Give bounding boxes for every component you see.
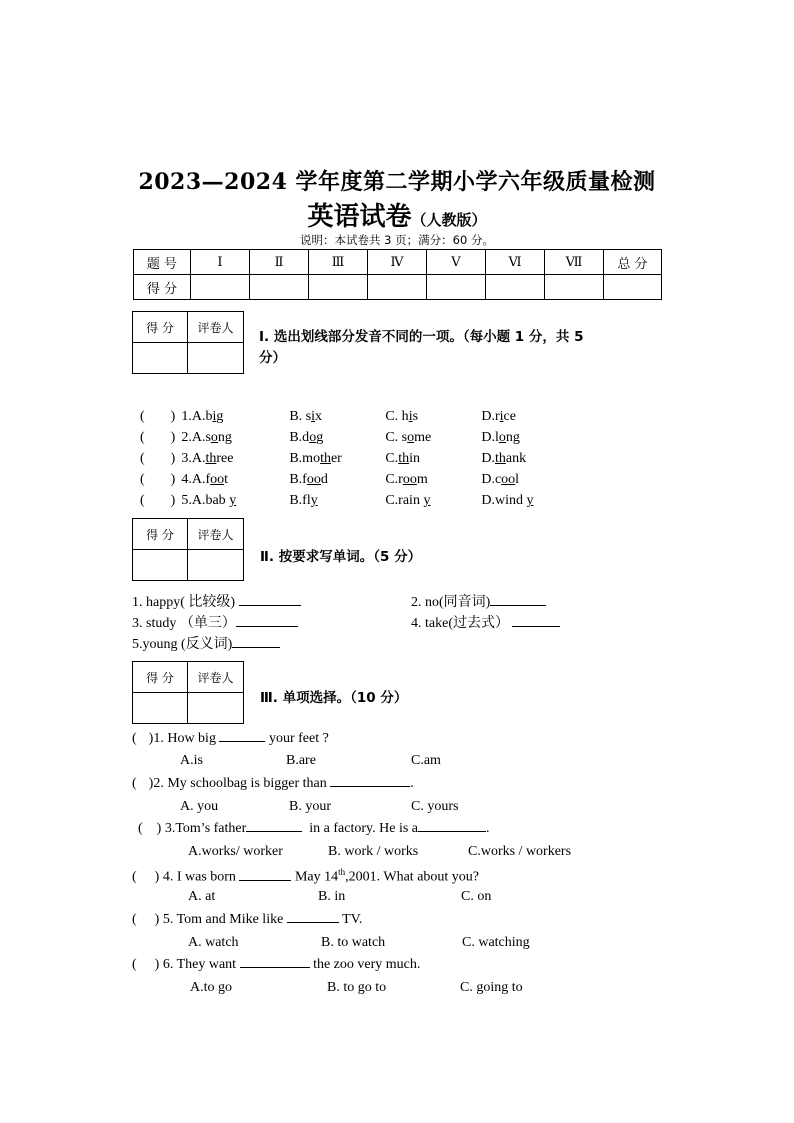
phonics-option[interactable]: B.food xyxy=(289,472,328,487)
score-cell: Ⅶ xyxy=(545,250,604,275)
grader-entry[interactable] xyxy=(188,343,244,374)
answer-paren[interactable]: ( xyxy=(140,430,145,445)
mc-option[interactable]: B. in xyxy=(318,889,346,904)
mc-option[interactable]: A. you xyxy=(180,799,219,814)
phonics-option[interactable]: 2.A.song xyxy=(181,430,232,445)
instructions: 说明：本试卷共 3 页；满分：60 分。 xyxy=(300,233,494,247)
mc-question: ( ) 4. I was born May 14th,2001. What about you? xyxy=(132,867,480,885)
phonics-question xyxy=(140,451,561,467)
mc-option[interactable]: C.works / workers xyxy=(468,844,572,859)
grader-entry[interactable] xyxy=(188,550,244,581)
section3-heading: Ⅲ. 单项选择。（10 分） xyxy=(260,690,408,706)
answer-blank xyxy=(418,830,486,832)
answer-blank[interactable] xyxy=(236,625,298,627)
answer-blank xyxy=(287,921,339,923)
score-table-score-row xyxy=(134,275,662,300)
score-entry[interactable] xyxy=(427,275,486,300)
grader-label: 评卷人 xyxy=(188,519,244,550)
answer-paren[interactable]: ( xyxy=(132,731,137,746)
phonics-option[interactable]: D.wind y xyxy=(481,493,534,508)
mc-question: ( ) 6. They want the zoo very much. xyxy=(132,957,421,972)
grader-box xyxy=(132,661,244,724)
exam-subtitle xyxy=(0,196,794,233)
mc-option[interactable]: A. watch xyxy=(188,935,239,950)
answer-paren-close: ) xyxy=(170,472,176,487)
score-table-header-row xyxy=(134,250,662,275)
score-cell: 题 号 xyxy=(134,250,191,275)
answer-paren[interactable]: ( xyxy=(138,821,143,836)
phonics-option[interactable]: B. six xyxy=(289,409,323,424)
answer-blank[interactable] xyxy=(232,646,280,648)
score-table xyxy=(133,249,662,300)
answer-blank xyxy=(240,966,310,968)
word-item: 1. happy( 比较级) xyxy=(132,591,301,611)
answer-paren[interactable]: ( xyxy=(132,869,137,885)
phonics-option[interactable]: C.rain y xyxy=(385,493,431,508)
mc-option[interactable]: B. to watch xyxy=(321,935,386,950)
word-item: 4. take(过去式） xyxy=(411,612,560,632)
mc-option[interactable]: C. going to xyxy=(460,980,523,995)
score-entry[interactable] xyxy=(191,275,250,300)
grader-score-label: 得 分 xyxy=(133,662,188,693)
mc-question: ( ) 3.Tom’s father in a factory. He is a . xyxy=(138,821,490,836)
word-item: 2. no(同音词) xyxy=(411,591,546,611)
score-cell: Ⅰ xyxy=(191,250,250,275)
grader-label: 评卷人 xyxy=(188,662,244,693)
mc-option[interactable]: A.is xyxy=(180,753,203,768)
grader-score-entry[interactable] xyxy=(133,343,188,374)
phonics-option[interactable]: B.fly xyxy=(289,493,318,508)
phonics-option[interactable]: D.rice xyxy=(481,409,516,424)
phonics-option[interactable]: B.dog xyxy=(289,430,324,445)
mc-option[interactable]: C. on xyxy=(461,889,492,904)
score-entry[interactable] xyxy=(486,275,545,300)
section1-heading-cont: 分） xyxy=(259,350,286,366)
answer-blank xyxy=(219,740,265,742)
edition-note: （人教版） xyxy=(411,211,487,229)
phonics-option[interactable]: B.mother xyxy=(289,451,342,466)
phonics-option[interactable]: 1.A.big xyxy=(181,409,224,424)
score-entry[interactable] xyxy=(604,275,662,300)
score-cell: Ⅵ xyxy=(486,250,545,275)
word-item: 3. study （单三） xyxy=(132,612,298,632)
score-entry[interactable] xyxy=(545,275,604,300)
mc-option[interactable]: B. work / works xyxy=(328,844,419,859)
grader-box xyxy=(132,518,244,581)
answer-paren[interactable]: ( xyxy=(140,493,145,508)
mc-option[interactable]: C.am xyxy=(411,753,441,768)
mc-question: ( ) 5. Tom and Mike like TV. xyxy=(132,912,363,927)
phonics-question xyxy=(140,409,561,425)
answer-paren[interactable]: ( xyxy=(132,776,137,791)
score-cell: 总 分 xyxy=(604,250,662,275)
mc-option[interactable]: B. your xyxy=(289,799,331,814)
mc-option[interactable]: B.are xyxy=(286,753,316,768)
score-entry[interactable] xyxy=(368,275,427,300)
score-cell: 得 分 xyxy=(134,275,191,300)
answer-blank[interactable] xyxy=(512,625,560,627)
grader-box xyxy=(132,311,244,374)
mc-option[interactable]: B. to go to xyxy=(327,980,387,995)
phonics-question xyxy=(140,472,561,488)
phonics-question xyxy=(140,430,561,446)
grader-entry[interactable] xyxy=(188,693,244,724)
answer-paren[interactable]: ( xyxy=(132,912,137,927)
phonics-option[interactable]: C. his xyxy=(385,409,419,424)
phonics-option[interactable]: D.thank xyxy=(481,451,527,466)
answer-paren-close: ) xyxy=(170,409,176,424)
answer-paren[interactable]: ( xyxy=(132,957,137,972)
answer-paren[interactable]: ( xyxy=(140,451,145,466)
mc-option[interactable]: A.works/ worker xyxy=(188,844,283,859)
answer-blank xyxy=(239,879,291,881)
phonics-option[interactable]: 4.A.foot xyxy=(181,472,229,487)
answer-blank[interactable] xyxy=(239,604,301,606)
phonics-option[interactable]: 5.A.bab y xyxy=(181,493,237,508)
answer-paren-close: ) xyxy=(170,430,176,445)
score-entry[interactable] xyxy=(250,275,309,300)
mc-option[interactable]: C. yours xyxy=(411,799,459,814)
mc-question: ( )2. My schoolbag is bigger than . xyxy=(132,776,414,791)
answer-blank xyxy=(246,830,302,832)
grader-label: 评卷人 xyxy=(188,312,244,343)
score-cell: Ⅴ xyxy=(427,250,486,275)
mc-question: ( )1. How big your feet ? xyxy=(132,731,329,746)
grader-score-label: 得 分 xyxy=(133,519,188,550)
phonics-option[interactable]: C. some xyxy=(385,430,432,445)
subject-title: 英语试卷 xyxy=(307,202,412,232)
grader-score-label: 得 分 xyxy=(133,312,188,343)
answer-blank[interactable] xyxy=(490,604,546,606)
score-entry[interactable] xyxy=(309,275,368,300)
answer-paren-close: ) xyxy=(170,451,176,466)
mc-option[interactable]: A. at xyxy=(188,889,216,904)
mc-option[interactable]: A.to go xyxy=(190,980,232,995)
phonics-option[interactable]: 3.A.three xyxy=(181,451,234,466)
word-item: 5.young (反义词) xyxy=(132,633,280,653)
phonics-option[interactable]: C.thin xyxy=(385,451,420,466)
mc-option[interactable]: C. watching xyxy=(462,935,530,950)
grader-score-entry[interactable] xyxy=(133,550,188,581)
phonics-option[interactable]: C.room xyxy=(385,472,428,487)
score-cell: Ⅲ xyxy=(309,250,368,275)
section1-heading: Ⅰ. 选出划线部分发音不同的一项。（每小题 1 分，共 5 xyxy=(259,329,584,345)
score-cell: Ⅳ xyxy=(368,250,427,275)
answer-paren[interactable]: ( xyxy=(140,409,145,424)
phonics-option[interactable]: D.cool xyxy=(481,472,520,487)
answer-blank xyxy=(330,785,410,787)
answer-paren-close: ) xyxy=(170,493,176,508)
phonics-option[interactable]: D.long xyxy=(481,430,520,445)
section2-heading: Ⅱ. 按要求写单词。（5 分） xyxy=(260,549,422,565)
exam-title: 2023—2024 学年度第二学期小学六年级质量检测 xyxy=(138,169,656,195)
grader-score-entry[interactable] xyxy=(133,693,188,724)
phonics-question xyxy=(140,493,561,509)
answer-paren[interactable]: ( xyxy=(140,472,145,487)
score-cell: Ⅱ xyxy=(250,250,309,275)
